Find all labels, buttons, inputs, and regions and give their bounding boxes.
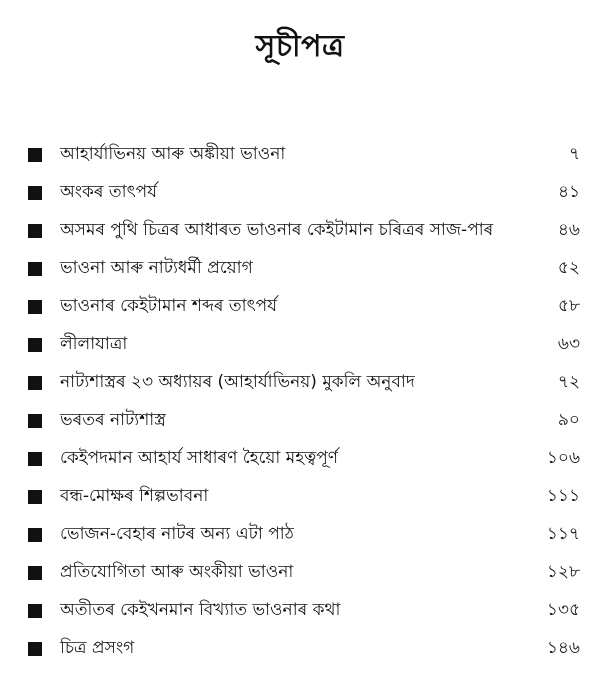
toc-entry-title: বন্ধ-মোক্ষৰ শিল্পভাবনা [60, 486, 209, 506]
toc-entry [0, 214, 600, 252]
toc-entry-page: ৭২ [557, 372, 580, 392]
toc-entry-title: কেইপদমান আহাৰ্য সাধাৰণ হৈয়ো মহত্বপূৰ্ণ [60, 448, 339, 468]
square-bullet-icon [28, 186, 42, 200]
toc-entry [0, 328, 600, 366]
toc-entry-title: নাট্যশাস্ত্ৰৰ ২৩ অধ্যায়ৰ (আহাৰ্যাভিনয়) মুকলি অনুবাদ [60, 372, 415, 392]
toc-entry-title: চিত্ৰ প্ৰসংগ [60, 638, 135, 658]
toc-entry-page: ৯০ [557, 410, 580, 430]
toc-entry [0, 366, 600, 404]
square-bullet-icon [28, 300, 42, 314]
toc-entry [0, 442, 600, 480]
toc-entry-title: ভাওনাৰ কেইটামান শব্দৰ তাৎপৰ্য [60, 296, 277, 316]
toc-entry-page: ১৩৫ [546, 600, 580, 620]
square-bullet-icon [28, 642, 42, 656]
square-bullet-icon [28, 414, 42, 428]
toc-entry [0, 480, 600, 518]
toc-entry [0, 632, 600, 670]
toc-entry [0, 252, 600, 290]
toc-entry-title: প্ৰতিযোগিতা আৰু অংকীয়া ভাওনা [60, 562, 294, 582]
toc-entry-title: ভাওনা আৰু নাট্যধৰ্মী প্ৰয়োগ [60, 258, 253, 278]
toc-entry-title: আহাৰ্যাভিনয় আৰু অঙ্কীয়া ভাওনা [60, 144, 286, 164]
square-bullet-icon [28, 528, 42, 542]
square-bullet-icon [28, 376, 42, 390]
toc-entry-page: ১৪৬ [546, 638, 580, 658]
toc-entry-title: ভোজন-বেহাৰ নাটৰ অন্য এটা পাঠ [60, 524, 294, 544]
toc-entry [0, 176, 600, 214]
square-bullet-icon [28, 566, 42, 580]
toc-entry-page: ৪১ [557, 182, 580, 202]
toc-entry-page: ১০৬ [546, 448, 580, 468]
toc-entry [0, 594, 600, 632]
toc-entry [0, 518, 600, 556]
toc-entry-page: ১২৮ [546, 562, 580, 582]
toc-entry-page: ৫২ [557, 258, 580, 278]
toc-entry-page: ৪৬ [557, 220, 580, 240]
toc-entry-page: ৭ [568, 144, 580, 164]
toc-entry-page: ১১৭ [546, 524, 580, 544]
toc-entry [0, 138, 600, 176]
square-bullet-icon [28, 490, 42, 504]
square-bullet-icon [28, 224, 42, 238]
square-bullet-icon [28, 262, 42, 276]
toc-entry [0, 290, 600, 328]
toc-entry-title: অংকৰ তাৎপৰ্য [60, 182, 158, 202]
square-bullet-icon [28, 148, 42, 162]
toc-entry-title: অতীতৰ কেইখনমান বিখ্যাত ভাওনাৰ কথা [60, 600, 341, 620]
toc-entry-page: ১১১ [546, 486, 580, 506]
toc-entry [0, 404, 600, 442]
toc-entry-page: ৫৮ [557, 296, 580, 316]
square-bullet-icon [28, 338, 42, 352]
toc-entry-page: ৬৩ [557, 334, 580, 354]
toc-entry-title: লীলাযাত্ৰা [60, 334, 128, 354]
page-title: সূচীপত্র [255, 29, 345, 64]
square-bullet-icon [28, 604, 42, 618]
toc-entry [0, 556, 600, 594]
toc-entry-title: ভৰতৰ নাট্যশাস্ত্ৰ [60, 410, 166, 430]
square-bullet-icon [28, 452, 42, 466]
toc-entry-title: অসমৰ পুথি চিত্ৰৰ আধাৰত ভাওনাৰ কেইটামান চৰিত্ৰৰ সাজ-পাৰ [60, 220, 494, 240]
toc-list [0, 138, 600, 670]
